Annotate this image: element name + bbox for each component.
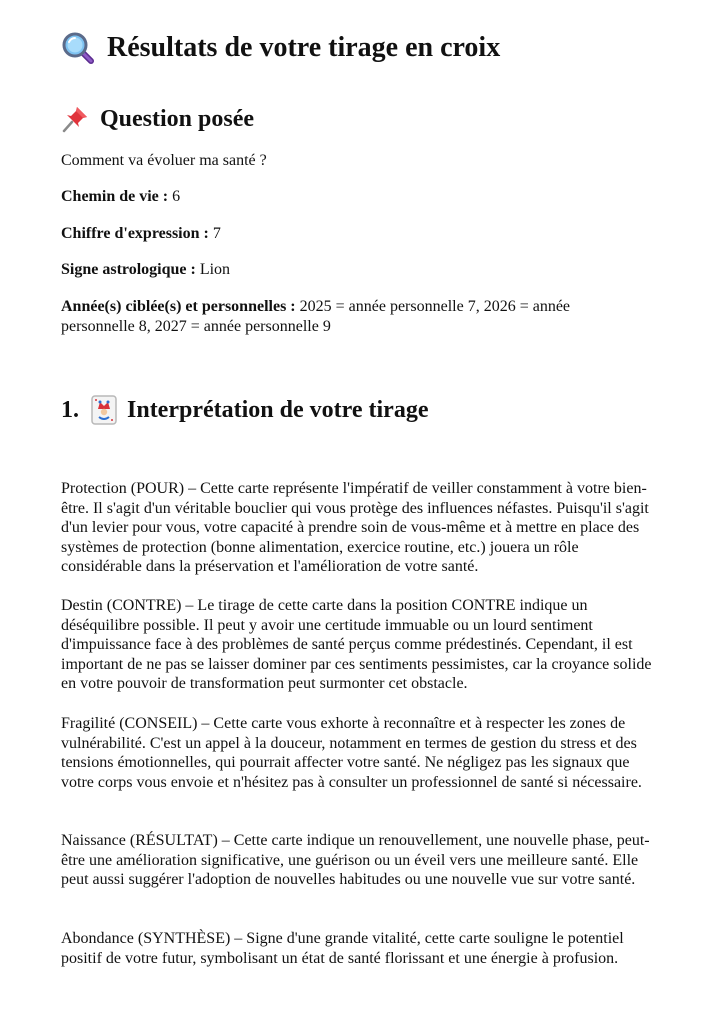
question-text: Comment va évoluer ma santé ? [61,152,267,169]
question-heading-text: Question posée [100,106,255,132]
card-interpretation-paragraph: Fragilité (CONSEIL) – Cette carte vous exhorte à reconnaître et à respecter les zones de vulnérabilité. C'est un appel à la douceur, notamment en termes de gestion du stress et des tensions émotionnelles, qui pourrait affecter votre santé. Ne négligez pas les signaux que votre corps vous envoie et n'hésitez pas à consulter un professionnel de santé si nécessaire. [61,715,642,791]
card-interpretation-paragraph: Protection (POUR) – Cette carte représente l'impératif de veiller constamment à votre bien-être. Il s'agit d'un véritable bouclier qui vous protège des influences néfastes. Puisqu'il s'agit d'un levier pour vous, votre capacité à prendre soin de vous-même et à mettre en place des systèmes de protection (bonne alimentation, exercice routine, etc.) jouera un rôle considérable dans la préservation et l'amélioration de votre santé. [61,480,649,576]
page-title [61,30,500,66]
astrological-sign-field [61,260,661,280]
interpretation-heading-text: Interprétation de votre tirage [127,397,429,423]
field-label: Année(s) ciblée(s) et personnelles : [61,298,296,315]
card-interpretation-paragraph: Abondance (SYNTHÈSE) – Signe d'une grande vitalité, cette carte souligne le potentiel positif de votre futur, symbolisant un état de santé florissant et une énergie à profusion. [61,930,624,967]
field-label: Chiffre d'expression : [61,225,209,242]
card-interpretation-paragraph: Destin (CONTRE) – Le tirage de cette carte dans la position CONTRE indique un déséquilibre possible. Il peut y avoir une certitude immuable ou un lourd sentiment d'impuissance face à des problèmes de santé perçus comme prédestinés. Cependant, il est important de ne pas se laisser dominer par ces sentiments pessimistes, car la croyance solide en votre pouvoir de transformation peut surmonter cet obstacle. [61,597,652,693]
target-years-field [61,297,621,337]
question-heading [61,103,254,135]
expression-number-field [61,224,661,244]
card-interpretation-paragraph: Naissance (RÉSULTAT) – Cette carte indique un renouvellement, une nouvelle phase, peut-être une amélioration significative, une guérison ou un éveil vers une meilleure santé. Elle peut aussi suggérer l'adoption de nouvelles habitudes ou une nouvelle vue sur votre santé. [61,832,650,889]
interpretation-heading [61,394,428,426]
field-value: Lion [199,261,231,278]
section-number: 1. [61,397,79,423]
page-title-text: Résultats de votre tirage en croix [107,32,501,63]
pushpin-icon [61,105,89,133]
field-label: Signe astrologique : [61,261,196,278]
field-value: 2025 = année personnelle 7, 2026 = année personnelle 8, 2027 = année personnelle 9 [61,298,571,335]
field-value: 6 [172,188,181,205]
field-value: 7 [212,225,221,242]
life-path-field [61,187,661,207]
magnifying-glass-icon [61,31,95,65]
joker-card-icon [91,395,117,425]
field-label: Chemin de vie : [61,188,169,205]
